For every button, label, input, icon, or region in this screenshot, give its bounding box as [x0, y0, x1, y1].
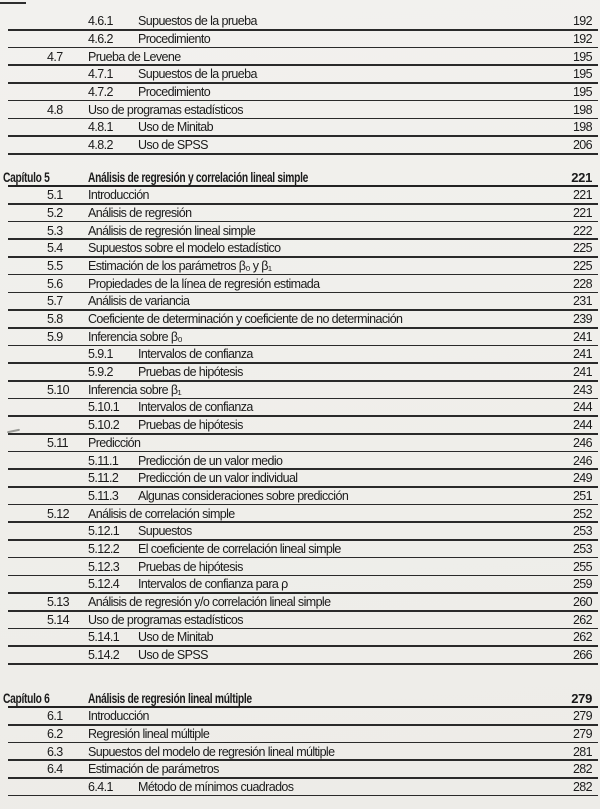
- toc-row-page: 239: [572, 312, 592, 326]
- toc-row-page: 253: [572, 541, 592, 556]
- toc-row-number: 5.4: [47, 241, 63, 256]
- toc-row: [0, 647, 600, 665]
- toc-row: [0, 708, 600, 726]
- toc-row: [0, 346, 600, 364]
- toc-row-number: 5.11: [47, 435, 69, 450]
- toc-row-title: Supuestos del modelo de regresión lineal múltiple: [88, 744, 335, 759]
- toc-row-page: 279: [572, 709, 592, 724]
- toc-row-number: 6.4.1: [88, 779, 113, 794]
- toc-row-page: 282: [572, 762, 592, 777]
- chapter-page: 221: [571, 169, 592, 185]
- toc-row-page: 243: [572, 382, 592, 397]
- toc-row: [0, 743, 600, 761]
- toc-row-title: Supuestos sobre el modelo estadístico: [88, 241, 281, 256]
- toc-row-number: 4.7.2: [88, 84, 113, 99]
- toc-row: [0, 84, 600, 102]
- toc-row-number: 4.7: [47, 49, 63, 64]
- toc-row-number: 5.10: [47, 382, 69, 397]
- toc-row-title: Estimación de parámetros: [88, 762, 219, 777]
- toc-row: [0, 311, 600, 329]
- toc-row: [0, 505, 600, 523]
- toc-row-page: 244: [572, 400, 592, 415]
- toc-row-number: 4.8: [47, 102, 63, 117]
- toc-row-title: Introducción: [88, 709, 149, 724]
- toc-row-number: 5.12.3: [88, 559, 120, 574]
- toc-row: [0, 293, 600, 311]
- scan-edge-rule-artifact: [0, 2, 26, 4]
- toc-row-number: 5.14.2: [88, 648, 120, 663]
- toc-row-title: Análisis de regresión y/o correlación lineal simple: [88, 595, 331, 609]
- toc-section-chapter4-partial: [0, 13, 600, 155]
- toc-row: [0, 761, 600, 779]
- toc-section-chapter6: [0, 684, 600, 796]
- toc-row-page: 253: [572, 524, 592, 539]
- toc-row-number: 5.3: [47, 223, 63, 238]
- toc-row-title: Uso de SPSS: [138, 138, 208, 152]
- toc-row-title: Procedimiento: [138, 31, 211, 46]
- toc-row-number: 5.10.2: [88, 418, 120, 433]
- toc-row-page: 206: [572, 138, 592, 152]
- toc-row-title: Introducción: [88, 188, 149, 203]
- toc-row-title: Análisis de correlación simple: [88, 506, 235, 521]
- toc-row-number: 5.8: [47, 312, 63, 326]
- toc-row-page: 195: [572, 84, 592, 99]
- toc-row-number: 5.12.4: [88, 577, 120, 592]
- chapter-label: Capítulo 5: [3, 169, 50, 185]
- toc-row-page: 198: [572, 120, 592, 135]
- toc-row-number: 4.8.1: [88, 120, 113, 135]
- toc-row-page: 260: [572, 595, 592, 609]
- toc-row: [0, 137, 600, 155]
- toc-row-page: 221: [572, 205, 592, 220]
- toc-row-page: 262: [572, 612, 592, 627]
- toc-row-page: 231: [572, 294, 592, 309]
- toc-row-title: Uso de programas estadísticos: [88, 102, 243, 117]
- toc-row: [0, 541, 600, 559]
- chapter-label: Capítulo 6: [3, 690, 50, 706]
- chapter-title: Análisis de regresión lineal múltiple: [88, 690, 252, 706]
- toc-row-title: Prueba de Levene: [88, 49, 181, 64]
- toc-row: [0, 612, 600, 630]
- toc-row-title: Procedimiento: [138, 84, 211, 99]
- chapter-title: Análisis de regresión y correlación lineal simple: [88, 169, 309, 185]
- toc-row-number: 5.11.1: [88, 453, 119, 468]
- toc-row-number: 5.2: [47, 205, 63, 220]
- toc-row-number: 5.11.3: [88, 488, 119, 503]
- toc-row: [0, 726, 600, 744]
- toc-row-page: 198: [572, 102, 592, 117]
- toc-row-page: 279: [572, 726, 592, 741]
- toc-row-page: 244: [572, 418, 592, 433]
- toc-row-title: Análisis de regresión: [88, 205, 192, 220]
- toc-row-page: 252: [572, 506, 592, 521]
- chapter-page: 279: [571, 690, 592, 706]
- toc-row-number: 5.9.2: [88, 365, 113, 380]
- toc-row-number: 5.14.1: [88, 630, 120, 645]
- toc-row-title: Coeficiente de determinación y coeficiente de no determinación: [88, 312, 403, 326]
- toc-row-title: Predicción de un valor individual: [138, 471, 298, 486]
- toc-row-number: 4.6.1: [88, 14, 113, 29]
- toc-row-page: 221: [572, 188, 592, 203]
- toc-row-number: 4.6.2: [88, 31, 113, 46]
- toc-row-number: 5.5: [47, 258, 63, 273]
- toc-row-title: Pruebas de hipótesis: [138, 418, 243, 433]
- toc-row-page: 246: [572, 435, 592, 450]
- toc-row-number: 5.12.2: [88, 541, 120, 556]
- toc-row-number: 5.10.1: [88, 400, 120, 415]
- toc-row-title: Pruebas de hipótesis: [138, 365, 243, 380]
- toc-row: [0, 452, 600, 470]
- toc-row: [0, 399, 600, 417]
- toc-row: [0, 417, 600, 435]
- toc-row-title: Predicción: [88, 435, 141, 450]
- toc-row-title: El coeficiente de correlación lineal simple: [138, 541, 341, 556]
- toc-row-title: Algunas consideraciones sobre predicción: [138, 488, 349, 503]
- toc-row-title: Método de mínimos cuadrados: [138, 779, 294, 794]
- chapter-heading: [0, 163, 600, 187]
- toc-row-number: 6.1: [47, 709, 63, 724]
- toc-row-title: Inferencia sobre β₁: [88, 382, 182, 397]
- toc-row-page: 259: [572, 577, 592, 592]
- toc-row-title: Pruebas de hipótesis: [138, 559, 243, 574]
- toc-row-page: 228: [572, 276, 592, 291]
- toc-row: [0, 187, 600, 205]
- toc-row-title: Supuestos: [138, 524, 192, 539]
- toc-row-number: 4.8.2: [88, 138, 113, 152]
- toc-row-number: 6.3: [47, 744, 63, 759]
- toc-row: [0, 594, 600, 612]
- toc-row-number: 5.9: [47, 329, 63, 344]
- toc-row-page: 246: [572, 453, 592, 468]
- toc-row: [0, 48, 600, 66]
- toc-row: [0, 523, 600, 541]
- toc-row-title: Supuestos de la prueba: [138, 14, 257, 29]
- toc-row-page: 251: [572, 488, 592, 503]
- toc-row: [0, 576, 600, 594]
- toc-row-title: Supuestos de la prueba: [138, 67, 257, 82]
- toc-row-number: 5.1: [47, 188, 63, 203]
- toc-row-page: 266: [572, 648, 592, 663]
- toc-row-title: Predicción de un valor medio: [138, 453, 283, 468]
- toc-row: [0, 779, 600, 797]
- toc-row-title: Uso de Minitab: [138, 630, 213, 645]
- toc-row: [0, 329, 600, 347]
- toc-row: [0, 101, 600, 119]
- chapter-heading: [0, 684, 600, 708]
- toc-row-page: 262: [572, 630, 592, 645]
- toc-row-number: 5.12: [47, 506, 69, 521]
- toc-row-number: 5.14: [47, 612, 69, 627]
- toc-row: [0, 31, 600, 49]
- toc-row-number: 5.11.2: [88, 471, 119, 486]
- toc-row: [0, 205, 600, 223]
- toc-row: [0, 66, 600, 84]
- toc-row-title: Intervalos de confianza: [138, 347, 253, 362]
- toc-row: [0, 470, 600, 488]
- toc-row: [0, 382, 600, 400]
- toc-row-page: 281: [572, 744, 592, 759]
- toc-row-page: 282: [572, 779, 592, 794]
- toc-row: [0, 222, 600, 240]
- toc-row: [0, 629, 600, 647]
- toc-row-page: 225: [572, 258, 592, 273]
- toc-row-number: 4.7.1: [88, 67, 113, 82]
- toc-row-title: Estimación de los parámetros β₀ y β₁: [88, 258, 272, 273]
- toc-row: [0, 435, 600, 453]
- toc-row: [0, 13, 600, 31]
- toc-row-page: 195: [572, 49, 592, 64]
- toc-row-page: 192: [572, 14, 592, 29]
- toc-row-page: 222: [572, 223, 592, 238]
- toc-row-number: 6.2: [47, 726, 63, 741]
- toc-row-page: 195: [572, 67, 592, 82]
- toc-row-number: 5.6: [47, 276, 63, 291]
- toc-row-page: 241: [572, 329, 592, 344]
- toc-row-title: Uso de Minitab: [138, 120, 213, 135]
- toc-row-number: 6.4: [47, 762, 63, 777]
- toc-row-number: 5.7: [47, 294, 63, 309]
- toc-row-page: 225: [572, 241, 592, 256]
- toc-row: [0, 275, 600, 293]
- toc-row-number: 5.13: [47, 595, 69, 609]
- toc-row-number: 5.12.1: [88, 524, 120, 539]
- toc-row-page: 192: [572, 31, 592, 46]
- toc-row: [0, 488, 600, 506]
- toc-row-title: Inferencia sobre β₀: [88, 329, 183, 344]
- toc-row-title: Análisis de regresión lineal simple: [88, 223, 256, 238]
- toc-row-title: Propiedades de la línea de regresión estimada: [88, 276, 320, 291]
- toc-row-number: 5.9.1: [88, 347, 113, 362]
- toc-row-title: Uso de programas estadísticos: [88, 612, 243, 627]
- toc-row-page: 255: [572, 559, 592, 574]
- toc-row-page: 241: [572, 365, 592, 380]
- toc-row: [0, 364, 600, 382]
- toc-row-title: Uso de SPSS: [138, 648, 208, 663]
- toc-row-page: 241: [572, 347, 592, 362]
- toc-section-chapter5: [0, 163, 600, 665]
- toc-row-title: Regresión lineal múltiple: [88, 726, 210, 741]
- toc-row-title: Intervalos de confianza: [138, 400, 253, 415]
- toc-row-page: 249: [572, 471, 592, 486]
- toc-row: [0, 240, 600, 258]
- toc-row-title: Análisis de variancia: [88, 294, 190, 309]
- toc-row: [0, 558, 600, 576]
- toc-row-title: Intervalos de confianza para ρ: [138, 577, 288, 592]
- toc-row: [0, 258, 600, 276]
- toc-row: [0, 119, 600, 137]
